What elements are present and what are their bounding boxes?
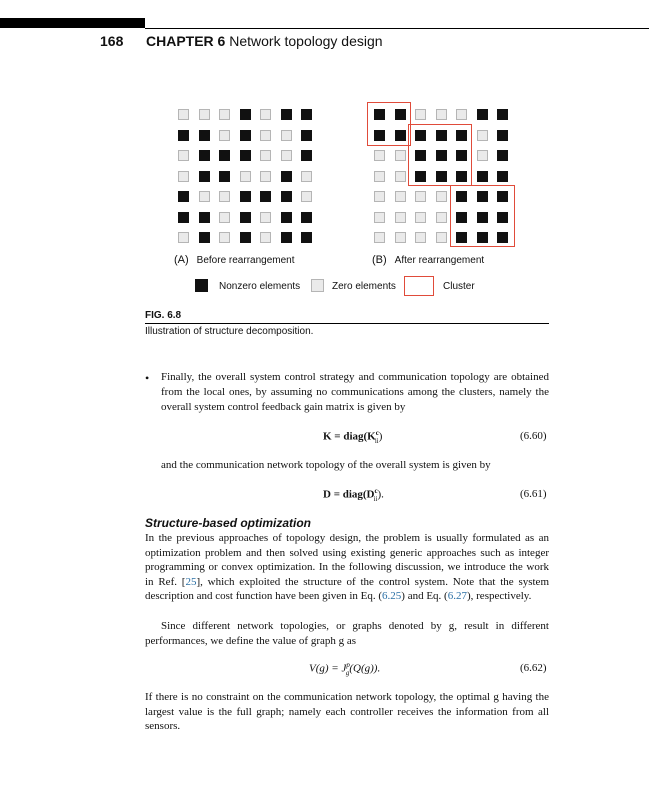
nonzero-cell bbox=[281, 191, 292, 202]
zero-cell bbox=[456, 109, 467, 120]
zero-cell bbox=[219, 232, 230, 243]
zero-cell bbox=[219, 191, 230, 202]
nonzero-cell bbox=[301, 109, 312, 120]
legend-nonzero-label: Nonzero elements bbox=[219, 281, 301, 292]
nonzero-cell bbox=[199, 150, 210, 161]
panel-b-label: (B) After rearrangement bbox=[372, 254, 485, 266]
nonzero-cell bbox=[199, 171, 210, 182]
zero-cell bbox=[199, 191, 210, 202]
nonzero-cell bbox=[497, 130, 508, 141]
zero-cell bbox=[219, 212, 230, 223]
chapter-label: CHAPTER 6 bbox=[146, 33, 226, 49]
nonzero-cell bbox=[301, 150, 312, 161]
nonzero-cell bbox=[199, 232, 210, 243]
nonzero-cell bbox=[281, 212, 292, 223]
zero-cell bbox=[178, 150, 189, 161]
legend-cluster-swatch bbox=[404, 276, 434, 296]
equation-number-6-61: (6.61) bbox=[520, 488, 547, 500]
legend-zero-swatch bbox=[311, 279, 324, 292]
nonzero-cell bbox=[281, 232, 292, 243]
panel-b-tag: (B) bbox=[372, 254, 387, 266]
equation-number-6-62: (6.62) bbox=[520, 662, 547, 674]
reference-link[interactable]: 25 bbox=[185, 575, 197, 588]
nonzero-cell bbox=[281, 109, 292, 120]
nonzero-cell bbox=[240, 109, 251, 120]
zero-cell bbox=[178, 171, 189, 182]
zero-cell bbox=[374, 171, 385, 182]
zero-cell bbox=[395, 212, 406, 223]
legend-zero-label: Zero elements bbox=[332, 281, 396, 292]
nonzero-cell bbox=[477, 171, 488, 182]
equation-link[interactable]: 6.27 bbox=[447, 590, 467, 602]
nonzero-cell bbox=[178, 191, 189, 202]
nonzero-cell bbox=[497, 150, 508, 161]
zero-cell bbox=[477, 130, 488, 141]
nonzero-cell bbox=[219, 150, 230, 161]
nonzero-cell bbox=[178, 130, 189, 141]
zero-cell bbox=[477, 150, 488, 161]
zero-cell bbox=[415, 191, 426, 202]
equation-6-61: $D = diag(D^c_{ii})$. bbox=[323, 487, 384, 503]
nonzero-cell bbox=[240, 130, 251, 141]
zero-cell bbox=[260, 130, 271, 141]
zero-cell bbox=[436, 232, 447, 243]
nonzero-cell bbox=[199, 130, 210, 141]
zero-cell bbox=[260, 212, 271, 223]
nonzero-cell bbox=[199, 212, 210, 223]
zero-cell bbox=[374, 212, 385, 223]
zero-cell bbox=[395, 150, 406, 161]
panel-a-tag: (A) bbox=[174, 254, 189, 266]
figure-rule bbox=[145, 323, 549, 324]
nonzero-cell bbox=[240, 150, 251, 161]
paragraph-graph-value: Since different network topologies, or graphs denoted by g, result in different performances, we define the value of graph g as bbox=[145, 620, 549, 647]
zero-cell bbox=[415, 232, 426, 243]
nonzero-cell bbox=[260, 191, 271, 202]
zero-cell bbox=[415, 109, 426, 120]
zero-cell bbox=[436, 109, 447, 120]
legend-cluster-label: Cluster bbox=[443, 281, 475, 292]
zero-cell bbox=[374, 232, 385, 243]
equation-link[interactable]: 6.25 bbox=[382, 590, 402, 602]
zero-cell bbox=[199, 109, 210, 120]
zero-cell bbox=[436, 212, 447, 223]
paragraph-between: and the communication network topology of the overall system is given by bbox=[161, 459, 491, 471]
zero-cell bbox=[395, 171, 406, 182]
section-heading: Structure-based optimization bbox=[145, 516, 312, 530]
zero-cell bbox=[260, 109, 271, 120]
cluster-box bbox=[408, 124, 472, 186]
nonzero-cell bbox=[240, 232, 251, 243]
zero-cell bbox=[178, 232, 189, 243]
page-number: 168 bbox=[100, 33, 124, 49]
chapter-title: Network topology design bbox=[229, 33, 383, 49]
figure-number: FIG. 6.8 bbox=[145, 310, 182, 321]
legend-nonzero-swatch bbox=[195, 279, 208, 292]
nonzero-cell bbox=[240, 212, 251, 223]
zero-cell bbox=[178, 109, 189, 120]
zero-cell bbox=[260, 232, 271, 243]
zero-cell bbox=[415, 212, 426, 223]
nonzero-cell bbox=[497, 109, 508, 120]
nonzero-cell bbox=[178, 212, 189, 223]
equation-number-6-60: (6.60) bbox=[520, 430, 547, 442]
cluster-box bbox=[367, 102, 411, 146]
zero-cell bbox=[374, 150, 385, 161]
nonzero-cell bbox=[301, 130, 312, 141]
nonzero-cell bbox=[301, 212, 312, 223]
cluster-box bbox=[450, 185, 515, 247]
panel-a-label: (A) Before rearrangement bbox=[174, 254, 295, 266]
zero-cell bbox=[219, 109, 230, 120]
equation-6-60: $K = diag(K^c_{ii})$ bbox=[323, 429, 383, 445]
zero-cell bbox=[219, 130, 230, 141]
paragraph-no-constraint: If there is no constraint on the communication network topology, the optimal g having the largest value is the full graph; namely each controller receives the information from all sensors. bbox=[145, 691, 549, 732]
zero-cell bbox=[281, 150, 292, 161]
figure-caption: Illustration of structure decomposition. bbox=[145, 326, 314, 337]
zero-cell bbox=[395, 232, 406, 243]
equation-6-62: $V(g) = J^p_g(Q(g))$. bbox=[309, 661, 381, 677]
zero-cell bbox=[374, 191, 385, 202]
zero-cell bbox=[436, 191, 447, 202]
zero-cell bbox=[260, 150, 271, 161]
zero-cell bbox=[301, 171, 312, 182]
zero-cell bbox=[281, 130, 292, 141]
nonzero-cell bbox=[240, 191, 251, 202]
nonzero-cell bbox=[281, 171, 292, 182]
nonzero-cell bbox=[477, 109, 488, 120]
nonzero-cell bbox=[219, 171, 230, 182]
zero-cell bbox=[260, 171, 271, 182]
zero-cell bbox=[240, 171, 251, 182]
zero-cell bbox=[301, 191, 312, 202]
figure-structure-decomposition bbox=[0, 0, 649, 340]
bullet-marker: • bbox=[145, 371, 150, 385]
zero-cell bbox=[395, 191, 406, 202]
nonzero-cell bbox=[301, 232, 312, 243]
bullet-paragraph: Finally, the overall system control strategy and communication topology are obtained from the local ones, by assuming no communications among the clusters, namely the overall system control feedback gain matrix is given by bbox=[161, 371, 549, 413]
paragraph-structure-optimization: In the previous approaches of topology design, the problem is usually formulated as an optimization problem and then solved using existing generic approaches such as integer programming or convex optimization. In the following discussion, we introduce the work in Ref. [25], which exploited the structure of the control system. Note that the system description and cost function have been given in Eq. (6.25) and Eq. (6.27), respectively. bbox=[145, 532, 549, 602]
nonzero-cell bbox=[497, 171, 508, 182]
